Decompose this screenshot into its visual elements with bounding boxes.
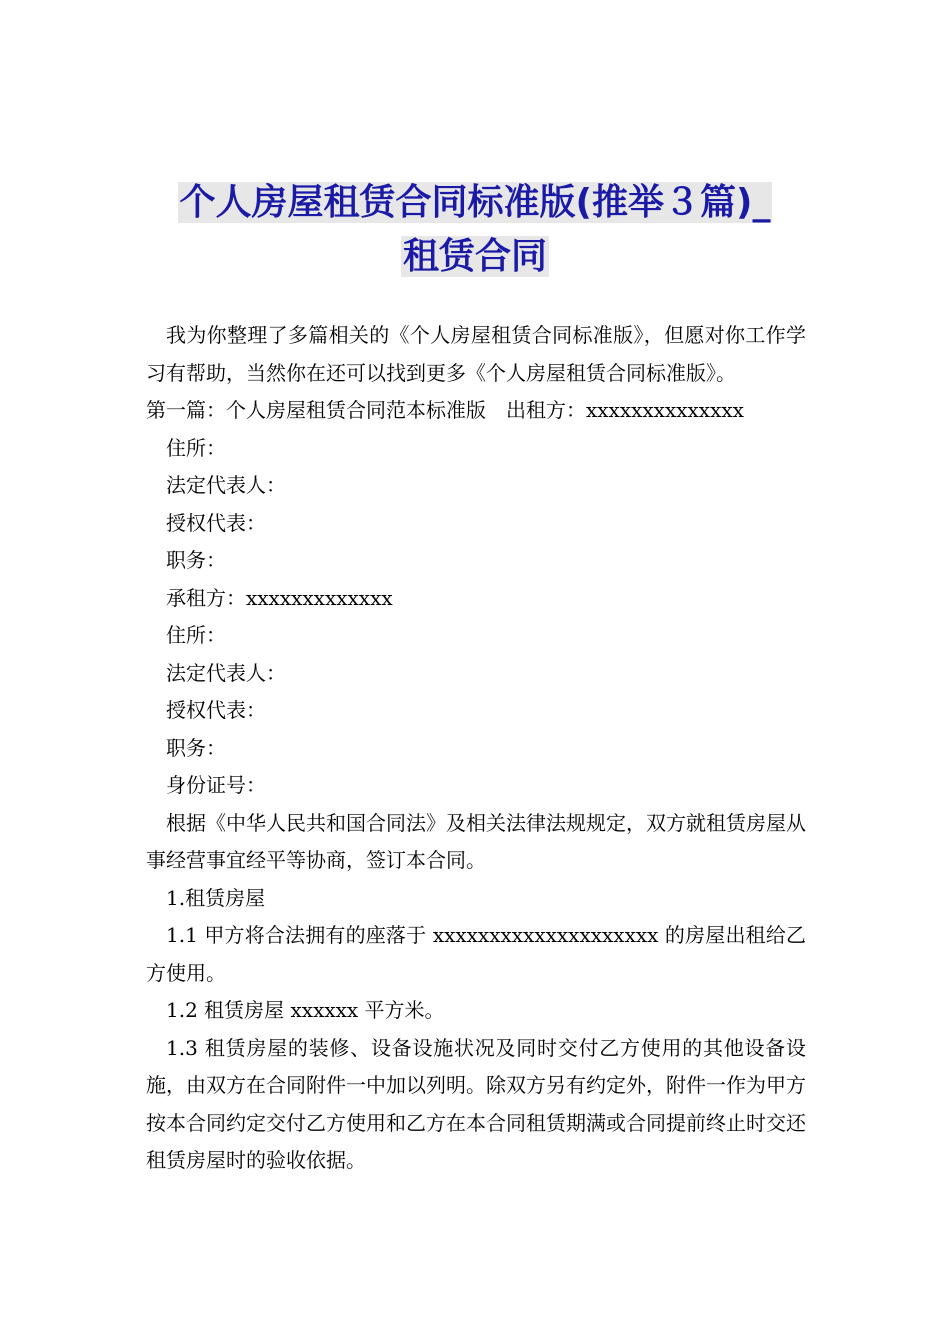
lessor-authorized-rep-field: 授权代表： — [166, 510, 266, 535]
clause-1-heading: 1.租赁房屋 — [166, 885, 266, 910]
clause-1-3: 1.3 租赁房屋的装修、设备设施状况及同时交付乙方使用的其他设备设施，由双方在合同附件一中加以列明。除双方另有约定外，附件一作为甲方按本合同约定交付乙方使用和乙方在本合同租赁期满或合同提前终止时交还租赁房屋时的验收依据。 — [146, 1035, 806, 1172]
lessee-line: 承租方：xxxxxxxxxxxxx — [166, 585, 393, 610]
section-heading-line — [146, 392, 806, 430]
lessee-address-field: 住所： — [166, 623, 226, 647]
clause-1-2: 1.2 租赁房屋 xxxxxx 平方米。 — [166, 998, 445, 1022]
title-line-1: 个人房屋租赁合同标准版(推举３篇)_ — [179, 182, 771, 223]
lessor-line: 出租方：xxxxxxxxxxxxxx — [506, 398, 744, 422]
lessee-id-field: 身份证号： — [166, 773, 266, 797]
document-title — [100, 176, 850, 284]
lessee-authorized-rep-field: 授权代表： — [166, 698, 266, 722]
lessee-legal-rep-field: 法定代表人： — [166, 660, 286, 685]
lessee-position-field: 职务： — [166, 735, 226, 760]
clause-1-1: 1.1 甲方将合法拥有的座落于 xxxxxxxxxxxxxxxxxxxx 的房屋出租给乙方使用。 — [146, 923, 806, 985]
section-1-heading: 第一篇：个人房屋租赁合同范本标准版 — [146, 398, 486, 422]
basis-paragraph: 根据《中华人民共和国合同法》及相关法律法规规定，双方就租赁房屋从事经营事宜经平等协商，签订本合同。 — [146, 810, 806, 872]
lessor-position-field: 职务： — [166, 548, 226, 572]
lessor-address-field: 住所： — [166, 435, 226, 460]
lessor-legal-rep-field: 法定代表人： — [166, 473, 286, 497]
intro-paragraph: 我为你整理了多篇相关的《个人房屋租赁合同标准版》，但愿对你工作学习有帮助，当然你在还可以找到更多《个人房屋租赁合同标准版》。 — [146, 323, 806, 385]
document-body — [146, 317, 806, 1180]
title-line-2: 租赁合同 — [402, 236, 547, 277]
